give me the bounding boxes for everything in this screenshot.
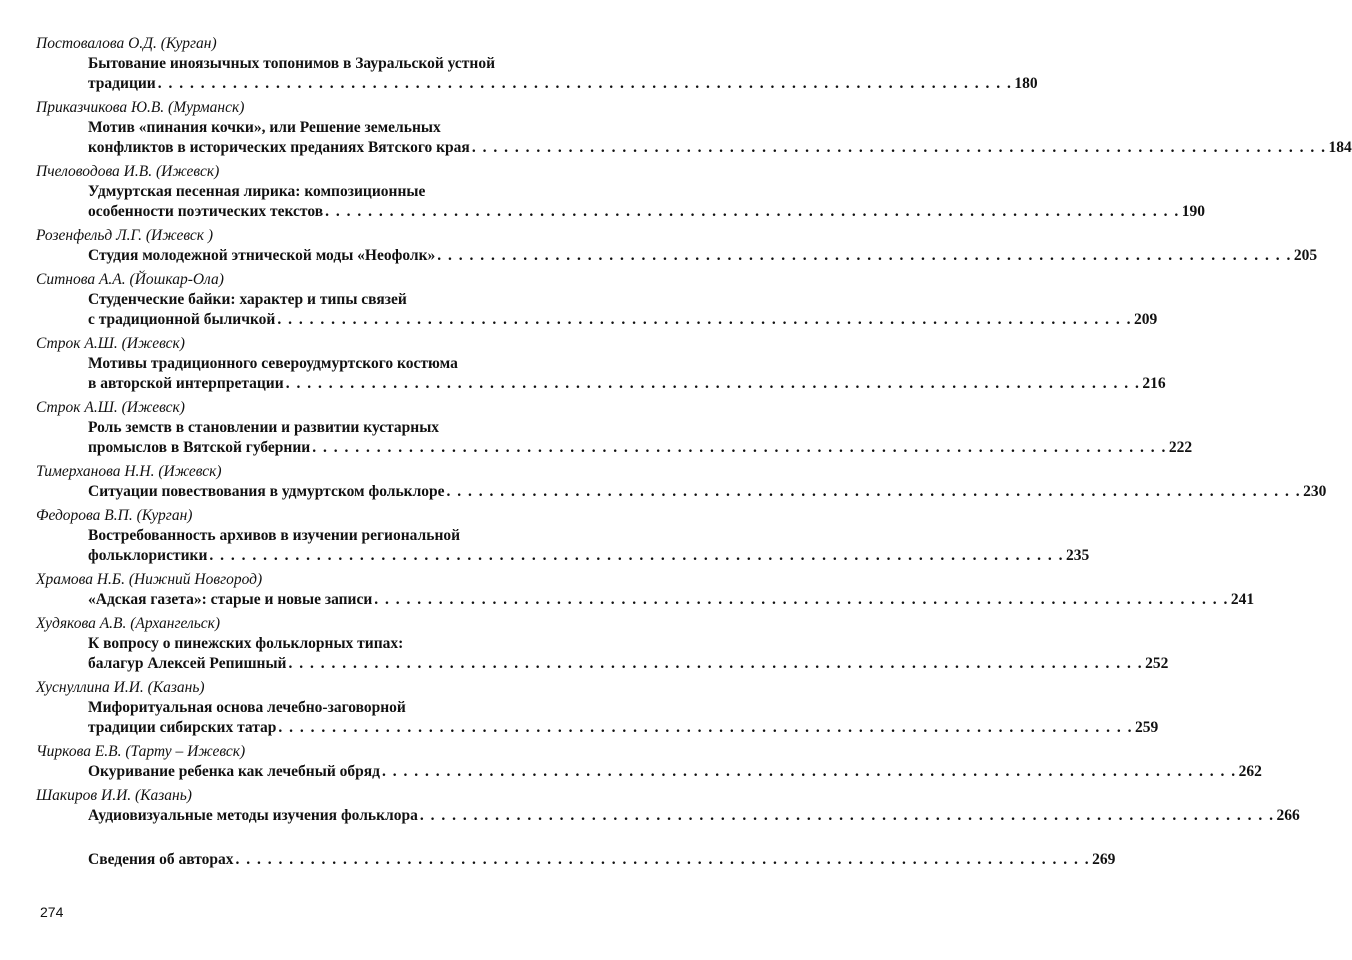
entry-page-number: 184: [1328, 139, 1352, 156]
toc-entry: [36, 506, 1090, 566]
entry-title: [88, 418, 1193, 458]
entry-title-last-line: [88, 246, 1318, 266]
entry-title-text: Студия молодежной этнической моды «Неофолк»: [88, 247, 436, 264]
entry-page-number: 235: [1066, 547, 1090, 564]
entry-title-text: конфликтов в исторических преданиях Вятского края: [88, 139, 470, 156]
toc-entry: [36, 742, 1262, 782]
toc-entry: [36, 786, 1300, 826]
entry-title-text: Окуривание ребенка как лечебный обряд: [88, 763, 380, 780]
entry-title-text: особенности поэтических текстов: [88, 203, 324, 220]
entry-page-number: 216: [1142, 375, 1166, 392]
entry-title-last-line: [88, 654, 1169, 674]
toc-entry: [36, 334, 1166, 394]
entry-author: Чиркова Е.В. (Тарту – Ижевск): [36, 743, 246, 760]
dot-leader: . . . . . . . . . . . . . . . . . . . . . . . . . . . . . . . . . . . . . . . . . . . . . . . . . . . . . . . . . . . . . . . . . . . . . . . . . . . . . . . .: [277, 311, 1132, 328]
toc-entry: [36, 614, 1169, 674]
entry-title: [88, 806, 1300, 826]
entry-author: Храмова Н.Б. (Нижний Новгород): [36, 571, 263, 588]
dot-leader: . . . . . . . . . . . . . . . . . . . . . . . . . . . . . . . . . . . . . . . . . . . . . . . . . . . . . . . . . . . . . . . . . . . . . . . . . . . . . . . .: [209, 547, 1065, 564]
entry-author: Тимерханова Н.Н. (Ижевск): [36, 463, 222, 480]
entry-title-text: Ситуации повествования в удмуртском фольклоре: [88, 483, 445, 500]
toc-entry: [36, 570, 1255, 610]
entry-title: [88, 118, 1352, 158]
entry-title-last-line: [88, 310, 1158, 330]
final-title-text: Сведения об авторах: [88, 851, 234, 868]
entry-title-last-line: [88, 718, 1159, 738]
table-of-contents: [36, 34, 1352, 874]
entry-title-line: Мотивы традиционного североудмуртского костюма: [88, 355, 458, 372]
dot-leader: . . . . . . . . . . . . . . . . . . . . . . . . . . . . . . . . . . . . . . . . . . . . . . . . . . . . . . . . . . . . . . . . . . . . . . . . . . . . . . . .: [278, 719, 1134, 736]
entry-title-line: Мотив «пинания кочки», или Решение земельных: [88, 119, 441, 136]
entry-page-number: 266: [1276, 807, 1300, 824]
entry-title-text: традиции сибирских татар: [88, 719, 277, 736]
dot-leader: . . . . . . . . . . . . . . . . . . . . . . . . . . . . . . . . . . . . . . . . . . . . . . . . . . . . . . . . . . . . . . . . . . . . . . . . . . . . . . . .: [157, 75, 1013, 92]
dot-leader: . . . . . . . . . . . . . . . . . . . . . . . . . . . . . . . . . . . . . . . . . . . . . . . . . . . . . . . . . . . . . . . . . . . . . . . . . . . . . . . .: [374, 591, 1229, 608]
entry-page-number: 190: [1181, 203, 1205, 220]
entry-title-last-line: [88, 850, 1116, 870]
entry-author: Строк А.Ш. (Ижевск): [36, 399, 185, 416]
entry-page-number: 230: [1303, 483, 1327, 500]
toc-entry: [36, 398, 1193, 458]
entry-title-line: Бытование иноязычных топонимов в Зауральской устной: [88, 55, 496, 72]
entry-title-last-line: [88, 138, 1352, 158]
entry-title-last-line: [88, 202, 1205, 222]
toc-entry: [36, 162, 1205, 222]
entry-title-last-line: [88, 546, 1090, 566]
entry-title-text: Аудиовизуальные методы изучения фольклора: [88, 807, 418, 824]
dot-leader: . . . . . . . . . . . . . . . . . . . . . . . . . . . . . . . . . . . . . . . . . . . . . . . . . . . . . . . . . . . . . . . . . . . . . . . . . . . . . . . .: [381, 763, 1237, 780]
entry-title: [88, 634, 1169, 674]
dot-leader: . . . . . . . . . . . . . . . . . . . . . . . . . . . . . . . . . . . . . . . . . . . . . . . . . . . . . . . . . . . . . . . . . . . . . . . . . . . . . . . .: [437, 247, 1292, 264]
dot-leader: . . . . . . . . . . . . . . . . . . . . . . . . . . . . . . . . . . . . . . . . . . . . . . . . . . . . . . . . . . . . . . . . . . . . . . . . . . . . . . . .: [471, 139, 1327, 156]
entry-author: Худякова А.В. (Архангельск): [36, 615, 221, 632]
toc-entry-final: [36, 850, 1116, 870]
entry-page-number: 259: [1135, 719, 1159, 736]
dot-leader: . . . . . . . . . . . . . . . . . . . . . . . . . . . . . . . . . . . . . . . . . . . . . . . . . . . . . . . . . . . . . . . . . . . . . . . . . . . . . . . .: [288, 655, 1144, 672]
entry-title: [88, 290, 1158, 330]
entry-page-number: 209: [1133, 311, 1158, 328]
entry-title-line: Студенческие байки: характер и типы связей: [88, 291, 407, 308]
entry-title: [88, 54, 1038, 94]
entry-title: [88, 526, 1090, 566]
dot-leader: . . . . . . . . . . . . . . . . . . . . . . . . . . . . . . . . . . . . . . . . . . . . . . . . . . . . . . . . . . . . . . . . . . . . . . . . . . . . . . . .: [325, 203, 1180, 220]
entry-title-line: Роль земств в становлении и развитии кустарных: [88, 419, 440, 436]
entry-title: [88, 182, 1205, 222]
entry-title: [88, 698, 1159, 738]
entry-title: [88, 354, 1166, 394]
entry-page-number: 222: [1168, 439, 1193, 456]
entry-title-text: промыслов в Вятской губернии: [88, 439, 311, 456]
page-number: 274: [40, 904, 64, 920]
toc-entry: [36, 226, 1318, 266]
entry-title: [88, 590, 1255, 610]
dot-leader: . . . . . . . . . . . . . . . . . . . . . . . . . . . . . . . . . . . . . . . . . . . . . . . . . . . . . . . . . . . . . . . . . . . . . . . . . . . . . . . .: [285, 375, 1141, 392]
entry-title: [88, 850, 1116, 870]
entry-author: Федорова В.П. (Курган): [36, 507, 193, 524]
toc-entry: [36, 678, 1159, 738]
entry-title-last-line: [88, 590, 1255, 610]
entry-title-last-line: [88, 438, 1193, 458]
entry-title-text: «Адская газета»: старые и новые записи: [88, 591, 373, 608]
entry-title-text: фольклористики: [88, 547, 208, 564]
entry-page-number: 262: [1238, 763, 1262, 780]
entry-page-number: 241: [1230, 591, 1255, 608]
entry-title-last-line: [88, 806, 1300, 826]
entry-title-line: К вопросу о пинежских фольклорных типах:: [88, 635, 404, 652]
entry-author: Строк А.Ш. (Ижевск): [36, 335, 185, 352]
entry-title-text: с традиционной быличкой: [88, 311, 276, 328]
toc-entry: [36, 34, 1038, 94]
entry-title: [88, 246, 1318, 266]
entry-title-text: балагур Алексей Репишный: [88, 655, 287, 672]
entry-title-last-line: [88, 762, 1262, 782]
entry-author: Приказчикова Ю.В. (Мурманск): [36, 99, 245, 116]
entry-title-last-line: [88, 74, 1038, 94]
entry-title-last-line: [88, 374, 1166, 394]
dot-leader: . . . . . . . . . . . . . . . . . . . . . . . . . . . . . . . . . . . . . . . . . . . . . . . . . . . . . . . . . . . . . . . . . . . . . . . . . . . . . . . .: [312, 439, 1167, 456]
entry-title-line: Востребованность архивов в изучении региональной: [88, 527, 461, 544]
entry-page-number: 180: [1014, 75, 1038, 92]
entry-author: Пчеловодова И.В. (Ижевск): [36, 163, 220, 180]
dot-leader: . . . . . . . . . . . . . . . . . . . . . . . . . . . . . . . . . . . . . . . . . . . . . . . . . . . . . . . . . . . . . . . . . . . . . . . . . . . . . . . .: [235, 851, 1091, 868]
entry-title-last-line: [88, 482, 1327, 502]
toc-entry: [36, 98, 1352, 158]
entry-title-line: Мифоритуальная основа лечебно-заговорной: [88, 699, 406, 716]
entry-title: [88, 762, 1262, 782]
entry-author: Ситнова А.А. (Йошкар-Ола): [36, 271, 224, 288]
entry-title-text: в авторской интерпретации: [88, 375, 284, 392]
dot-leader: . . . . . . . . . . . . . . . . . . . . . . . . . . . . . . . . . . . . . . . . . . . . . . . . . . . . . . . . . . . . . . . . . . . . . . . . . . . . . . . .: [446, 483, 1302, 500]
entry-author: Розенфельд Л.Г. (Ижевск ): [36, 227, 214, 244]
entry-title-text: традиции: [88, 75, 156, 92]
entry-title: [88, 482, 1327, 502]
entry-page-number: 252: [1145, 655, 1169, 672]
toc-entry: [36, 270, 1158, 330]
entry-author: Шакиров И.И. (Казань): [36, 787, 192, 804]
final-page-number: 269: [1092, 851, 1116, 868]
dot-leader: . . . . . . . . . . . . . . . . . . . . . . . . . . . . . . . . . . . . . . . . . . . . . . . . . . . . . . . . . . . . . . . . . . . . . . . . . . . . . . . .: [419, 807, 1275, 824]
entry-title-line: Удмуртская песенная лирика: композиционные: [88, 183, 426, 200]
entry-author: Постовалова О.Д. (Курган): [36, 35, 217, 52]
entry-author: Хуснуллина И.И. (Казань): [36, 679, 205, 696]
entry-page-number: 205: [1293, 247, 1318, 264]
toc-entry: [36, 462, 1327, 502]
